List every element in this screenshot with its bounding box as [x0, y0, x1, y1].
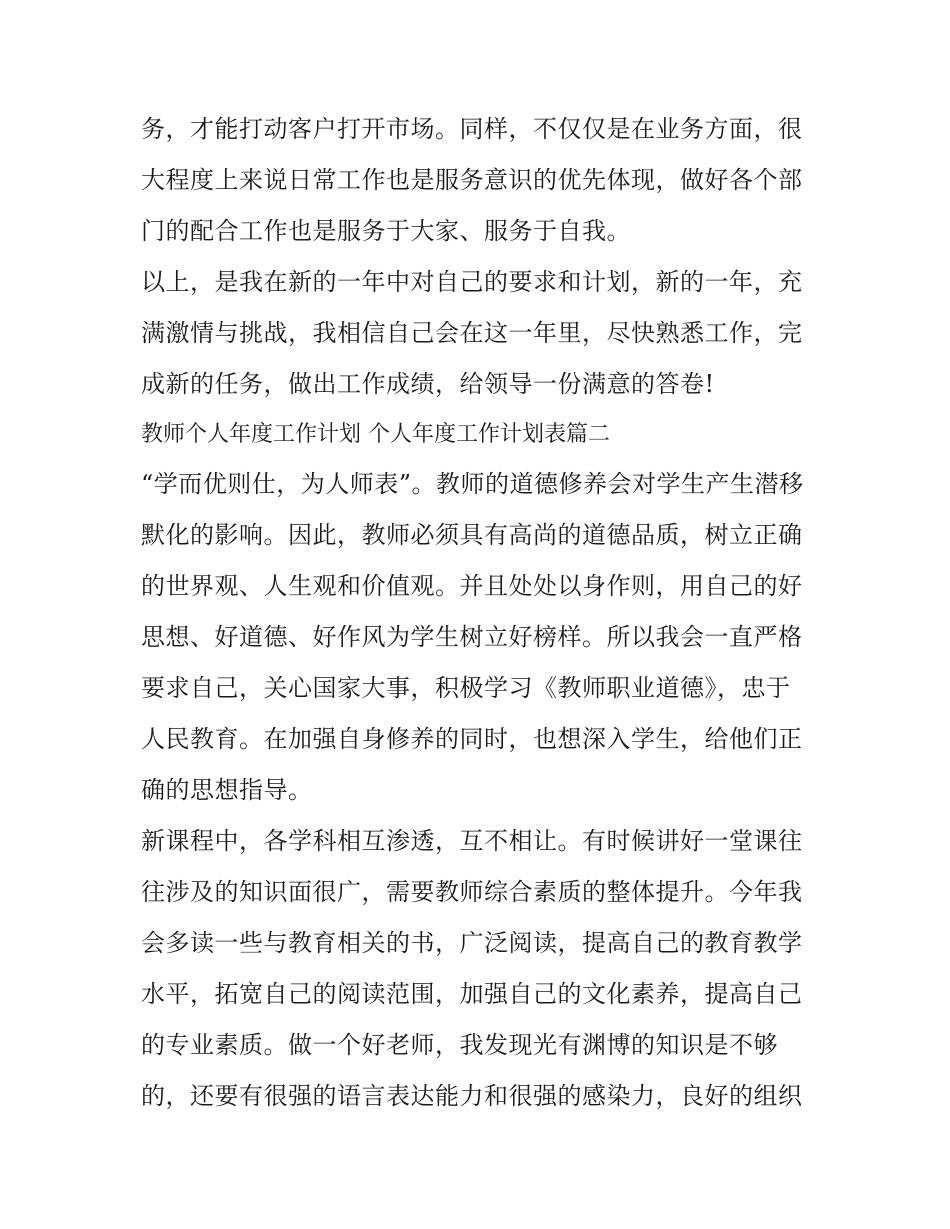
text-line: “学而优则仕，为人师表”。教师的道德修养会对学生产生潜移 — [141, 470, 804, 498]
text-line: 新课程中，各学科相互渗透，互不相让。有时候讲好一堂课往 — [141, 827, 803, 855]
text-line: 的世界观、人生观和价值观。并且处处以身作则，用自己的好 — [141, 572, 803, 600]
text-line: 的，还要有很强的语言表达能力和很强的感染力，良好的组织 — [141, 1082, 803, 1110]
text-line: 要求自己，关心国家大事，积极学习《教师职业道德》，忠于 — [141, 674, 791, 702]
text-line: 会多读一些与教育相关的书，广泛阅读，提高自己的教育教学 — [141, 929, 803, 957]
text-line: 人民教育。在加强自身修养的同时，也想深入学生，给他们正 — [141, 725, 803, 753]
text-line: 门的配合工作也是服务于大家、服务于自我。 — [141, 217, 631, 245]
text-line: 水平，拓宽自己的阅读范围，加强自己的文化素养，提高自己 — [141, 980, 803, 1008]
text-line: 大程度上来说日常工作也是服务意识的优先体现，做好各个部 — [141, 166, 803, 194]
text-line: 以上，是我在新的一年中对自己的要求和计划，新的一年，充 — [141, 268, 803, 296]
text-line: 务，才能打动客户打开市场。同样，不仅仅是在业务方面，很 — [141, 115, 803, 143]
text-line: 的专业素质。做一个好老师，我发现光有渊博的知识是不够 — [141, 1031, 778, 1059]
text-line: 默化的影响。因此，教师必须具有高尚的道德品质，树立正确 — [141, 521, 803, 549]
text-line: 确的思想指导。 — [141, 776, 313, 804]
text-line: 往涉及的知识面很广，需要教师综合素质的整体提升。今年我 — [141, 878, 803, 906]
text-line: 成新的任务，做出工作成绩，给领导一份满意的答卷! — [141, 370, 715, 398]
text-line: 满激情与挑战，我相信自己会在这一年里，尽快熟悉工作，完 — [141, 319, 803, 347]
text-line: 思想、好道德、好作风为学生树立好榜样。所以我会一直严格 — [141, 623, 803, 651]
section-heading: 教师个人年度工作计划 个人年度工作计划表篇二 — [141, 422, 610, 447]
